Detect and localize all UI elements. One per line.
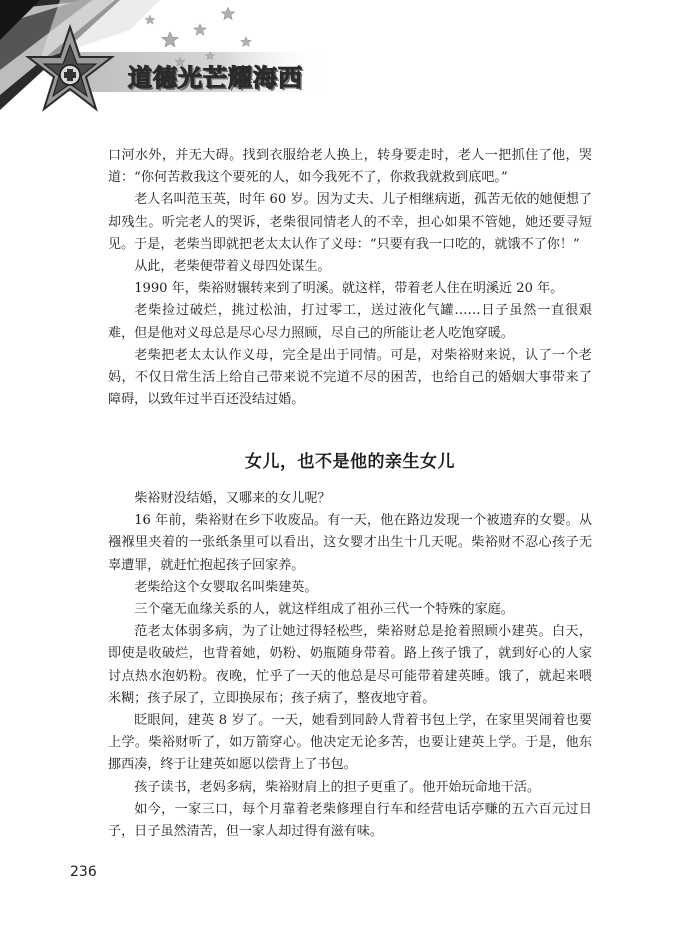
paragraph: 三个毫无血缘关系的人，就这样组成了祖孙三代一个特殊的家庭。 <box>134 602 514 618</box>
paragraph: 如今，一家三口，每个月靠着老柴修理自行车和经营电话亭赚的五六百元过日子，日子虽然清苦，但一家人却过得有滋有味。 <box>108 801 592 840</box>
header-title: 道德光芒耀海西 <box>128 64 303 92</box>
paragraph: 范老太体弱多病，为了让她过得轻松些，柴裕财总是抢着照顾小建英。白天，即使是收破烂，也背着她，奶粉、奶瓶随身带着。路上孩子饿了，就到好心的人家讨点热水泡奶粉。夜晚，忙乎了一天的他总是尽可能带着建英睡。饿了，就起来喂米糊；孩子尿了，立即换尿布；孩子病了，整夜地守着。 <box>108 624 592 706</box>
section-text <box>108 488 592 843</box>
paragraph: 老柴捡过破烂，挑过松油，打过零工，送过液化气罐……日子虽然一直很艰难，但是他对义母总是尽心尽力照顾，尽自己的所能让老人吃饱穿暖。 <box>108 303 592 341</box>
continuation-text <box>108 145 592 411</box>
paragraph: 老柴把老太太认作义母，完全是出于同情。可是，对柴裕财来说，认了一个老妈，不仅日常生活上给自己带来说不完道不尽的困苦，也给自己的婚姻大事带来了障碍，以致年过半百还没结过婚。 <box>108 347 592 408</box>
paragraph: 孩子读书，老妈多病，柴裕财肩上的担子更重了。他开始玩命地干活。 <box>134 779 541 795</box>
paragraph: 老人名叫范玉英，时年 60 岁。因为丈夫、儿子相继病逝，孤苦无依的她便想了却残生。听完老人的哭诉，老柴很同情老人的不幸，担心如果不管她，她还要寻短见。于是，老柴当即就把老太太认作了义母：“只要有我一口吃的，就饿不了你！” <box>108 192 592 252</box>
paragraph: 眨眼间，建英 8 岁了。一天，她看到同龄人背着书包上学，在家里哭闹着也要上学。柴裕财听了，如万箭穿心。他决定无论多苦，也要让建英上学。于是，他东挪西凑，终于让建英如愿以偿背上了书包。 <box>108 713 592 773</box>
paragraph: 1990 年，柴裕财辗转来到了明溪。就这样，带着老人住在明溪近 20 年。 <box>134 281 564 297</box>
paragraph: 老柴给这个女婴取名叫柴建英。 <box>134 579 318 595</box>
paragraph: 16 年前，柴裕财在乡下收废品。有一天，他在路边发现一个被遗弃的女婴。从襁褓里夹着的一张纸条里可以看出，这女婴才出生十几天呢。柴裕财不忍心孩子无辜遭罪，就赶忙抱起孩子回家养。 <box>108 513 592 573</box>
paragraph: 柴裕财没结婚，又哪来的女儿呢？ <box>134 491 331 506</box>
paragraph: 口河水外，并无大碍。找到衣服给老人换上，转身要走时，老人一把抓住了他，哭道：“你何苦救我这个要死的人，如今我死不了，你救我就救到底吧。” <box>108 148 592 186</box>
page-number: 236 <box>70 864 97 880</box>
section-heading: 女儿，也不是他的亲生女儿 <box>245 452 455 472</box>
paragraph: 从此，老柴便带着义母四处谋生。 <box>134 259 331 275</box>
